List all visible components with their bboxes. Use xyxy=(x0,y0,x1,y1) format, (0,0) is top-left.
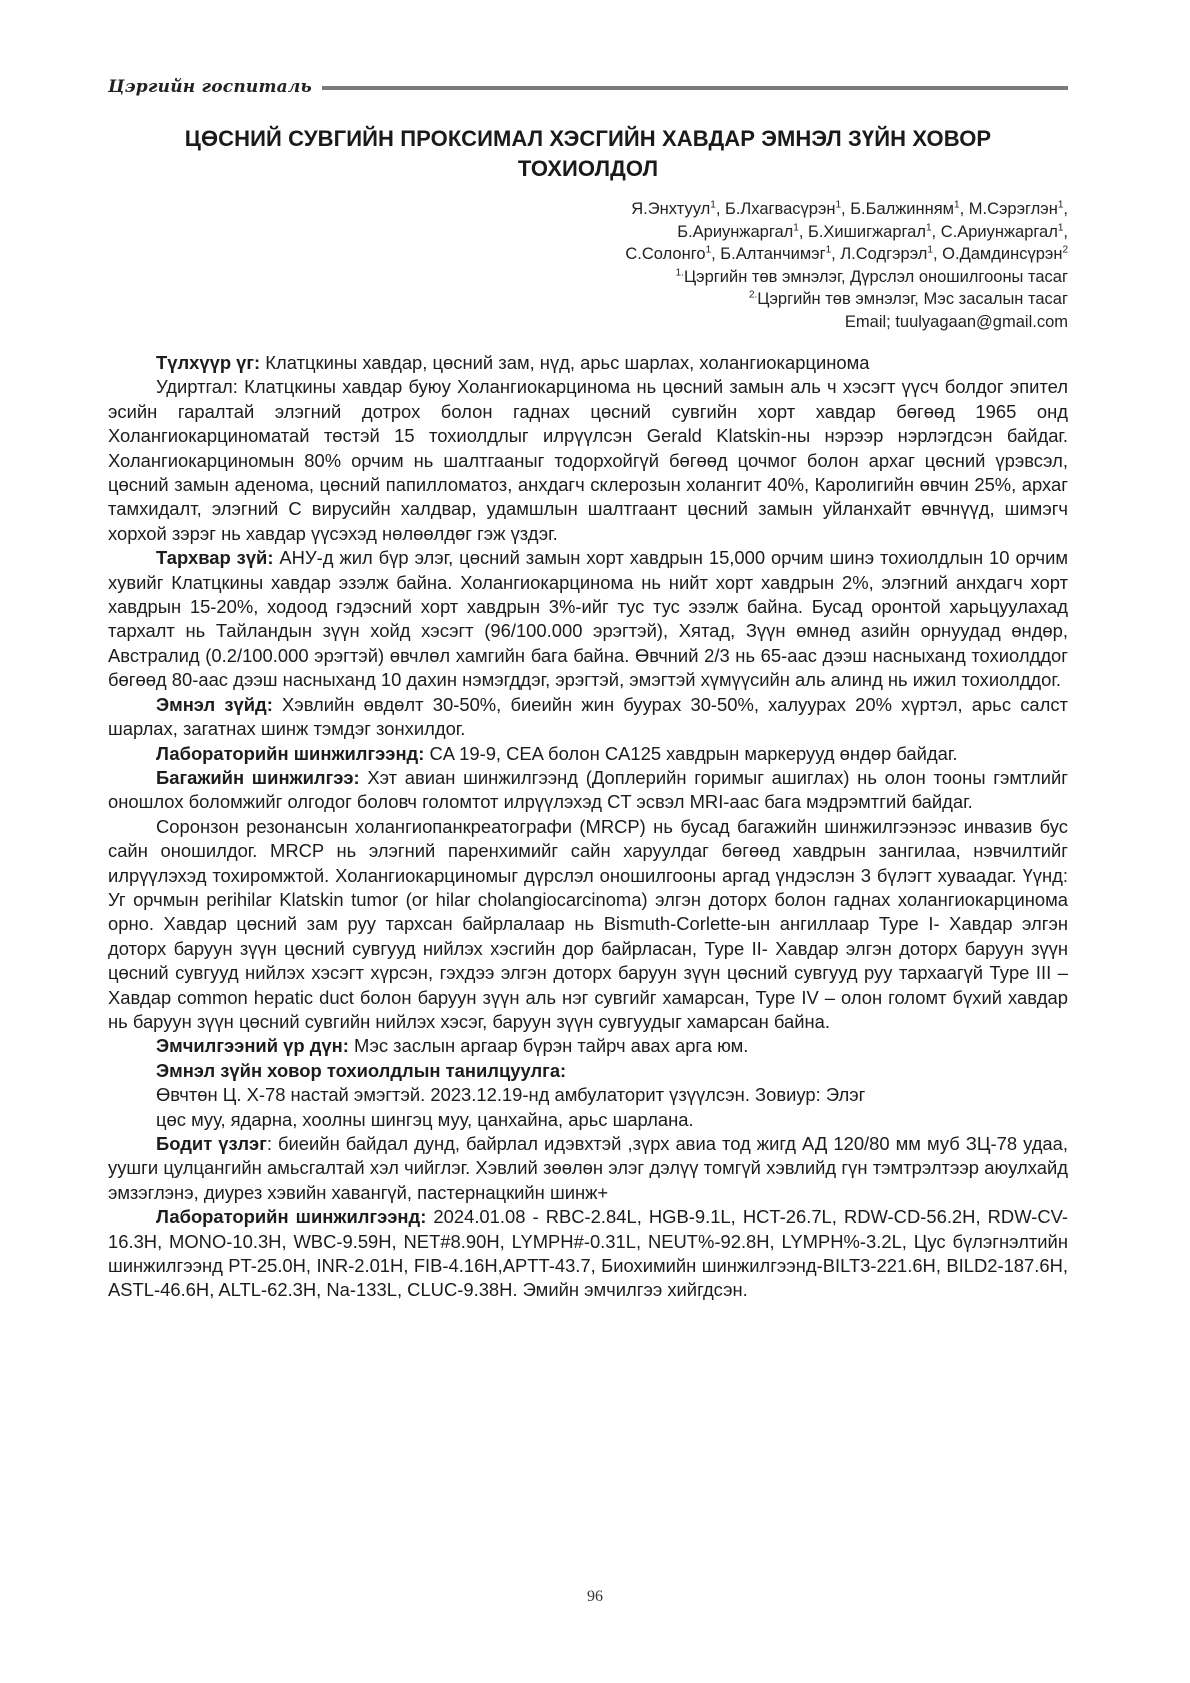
introduction-paragraph: Удиртгал: Клатцкины хавдар буюу Холангиокарцинома нь цөсний замын аль ч хэсэгт үүсч болдог эпител эсийн гаралтай элэгний дотрох болон гаднах цөсний сувгийн хорт хавдар бөгөөд 1965 онд Холангиокарциноматай төстэй 15 тохиолдлыг илрүүлсэн Gerald Klatskin-ны нэрээр нэрлэгдсэн байдаг. Холангиокарциномын 80% орчим нь шалтгааныг тодорхойгүй бөгөөд цочмог болон архаг цөсний үрэвсэл, цөсний замын аденома, цөсний папилломатоз, анхдагч склерозын холангит 40%, Каролигийн өвчин 25%, архаг тамхидалт, элэгний С вирусийн халдвар, удамшлын шалтгаант цөсний замын уйланхайт өвчнүүд, шимэгч хорхой зэрэг нь хавдар үүсэхэд нөлөөлдөг гэж үздэг. xyxy=(108,376,1068,544)
exam-label: Бодит үзлэг xyxy=(156,1133,267,1154)
case-intro-line-1: Өвчтөн Ц. Х-78 настай эмэгтэй. 2023.12.19-нд амбулаторит үзүүлсэн. Зовиур: Элэг xyxy=(156,1084,866,1106)
author-line-2: Б.Ариунжаргал$^1$, Б.Хишигжаргал$^1$, С.Ариунжаргал$^1$, xyxy=(677,222,1068,241)
author: Б.Хишигжаргал xyxy=(808,222,926,241)
email-link[interactable]: Email; tuulyagaan@gmail.com xyxy=(844,312,1068,331)
page-number: 96 xyxy=(587,1588,603,1605)
header-rule xyxy=(322,86,1068,90)
case-block xyxy=(108,1034,1068,1132)
clinical-paragraph: Эмнэл зүйд: Хэвлийн өвдөлт 30-50%, биеийн жин буурах 30-50%, халуурах 20% хүртэл, арьс салст шарлах, загатнах шинж тэмдэг зонхилдог. xyxy=(108,693,1068,740)
lab-paragraph: Лабораторийн шинжилгээнд: CA 19-9, CEA болон CA125 хавдрын маркерууд өндөр байдаг. xyxy=(156,742,958,764)
affiliation-mark: 1 xyxy=(925,222,932,233)
running-head xyxy=(108,72,1068,102)
page xyxy=(108,72,1068,1303)
author: М.Сэрэглэн xyxy=(968,200,1058,218)
title-line-2: ТОХИОЛДОЛ xyxy=(517,156,659,181)
affiliation-mark: 1 xyxy=(954,199,960,211)
case-intro-line-2: цөс муу, ядарна, хоолны шингэц муу, цанхайна, арьс шарлана. xyxy=(156,1108,694,1130)
author: О.Дамдинсүрэн xyxy=(942,245,1063,263)
author-line-1: Я.Энхтуул$^1$, Б.Лхагвасүрэн$^1$, Б.Балжинням$^1$, М.Сэрэглэн$^1$, xyxy=(631,199,1068,218)
article-body xyxy=(108,351,1068,1303)
lab-label: Лабораторийн шинжилгээнд: xyxy=(156,742,425,764)
treatment-label: Эмчилгээний үр дүн: xyxy=(156,1035,349,1057)
author: Б.Алтанчимэг xyxy=(720,245,826,263)
affiliation-2: $^{2.}$Цэргийн төв эмнэлэг, Мэс засалын тасаг xyxy=(748,289,1068,308)
affiliation-mark: 1 xyxy=(705,244,712,256)
epidemiology-paragraph: Тархвар зүй: АНУ-д жил бүр элэг, цөсний замын хорт хавдрын 15,000 орчим шинэ тохиолдлын 10 орчим хувийг Клатцкины хавдар эзэлж байна. Холангиокарцинома нь нийт хорт хавдрын 2%, элэгний анхдагч хорт хавдрын 15-20%, ходоод гэдэсний хорт хавдрын 3%-ийг тус тус эзэлж байна. Бусад оронтой харьцуулахад тархалт нь Тайландын зүүн хойд хэсэгт (96/100.000 эрэгтэй), Хятад, Зүүн өмнөд азийн орнуудад өндөр, Австралид (0.2/100.000 эрэгтэй) өвчлөл хамгийн бага байна. Өвчний 2/3 нь 65-аас дээш насныханд тохиолддог бөгөөд 80-аас дээш насныханд 10 дахин нэмэгддэг, эрэгтэй, эмэгтэй хүмүүсийн аль алинд нь ижил тохиолддог. xyxy=(108,547,1068,691)
keywords-label: Түлхүүр үг: xyxy=(156,352,261,373)
affiliation-mark: 1 xyxy=(927,244,933,256)
treatment-paragraph: Эмчилгээний үр дүн: Мэс заслын аргаар бүрэн тайрч авах арга юм. xyxy=(156,1035,749,1057)
mrcp-paragraph: Соронзон резонансын холангиопанкреатографи (MRCP) нь бусад багажийн шинжилгээнээс инвазив бус сайн оношилдог. MRCP нь элэгний паренхимийг сайн харуулдаг бөгөөд хавдрын зангилаа, нэвчилтийг илрүүлэхэд тохиромжтой. Холангиокарциномыг дүрслэл оношилгооны аргад үндэслэн 3 бүлэгт хуваадаг. Үүнд: Уг орчмын perihilar Klatskin tumor (or hilar cholangiocarcinoma) элгэн доторх болон гаднах холангиокарцинома орно. Хавдар цөсний зам руу тархсан байрлалаар нь Bismuth-Corlette-ын ангиллаар Type I- Хавдар элгэн доторх баруун зүүн цөсний сувгууд нийлэх хэсгийн дор байрласан, Type II- Хавдар элгэн доторх баруун зүүн цөсний сувгууд нийлэх хэсэгт хүрсэн, гэхдээ элгэн доторх баруун зүүн цөсний сувгууд руу тархаагүй Type III – Хавдар common hepatic duct болон баруун зүүн аль нэг сувгийг хамарсан, Type IV – олон голомт бүхий хавдар нь баруун зүүн цөсний сувгийн нийлэх хэсэг, баруун зүүн сувгуудыг хамарсан байна. xyxy=(108,815,1068,1032)
author: Л.Содгэрэл xyxy=(840,245,928,263)
author: С.Солонго xyxy=(625,245,706,263)
author-line-3: С.Солонго$^1$, Б.Алтанчимэг$^1$, Л.Содгэрэл$^1$, О.Дамдинсүрэн$^2$ xyxy=(625,244,1068,263)
case-heading: Эмнэл зүйн ховор тохиолдлын танилцуулга: xyxy=(156,1059,567,1081)
keywords-paragraph: Түлхүүр үг: Клатцкины хавдар, цөсний зам, нүд, арьс шарлах, холангиокарцинома xyxy=(156,352,870,373)
author: Я.Энхтуул xyxy=(631,200,711,218)
author: Б.Балжинням xyxy=(850,200,955,218)
affiliation-mark: 1 xyxy=(1057,199,1064,211)
case-lab-label: Лабораторийн шинжилгээнд: xyxy=(156,1206,427,1228)
affiliation-mark: 2 xyxy=(1062,244,1068,256)
journal-name: Цэргийн госпиталь xyxy=(108,77,312,97)
affiliation-mark: 1 xyxy=(1057,222,1064,233)
author: С.Ариунжаргал xyxy=(940,222,1058,241)
affiliation-1: $^{1.}$Цэргийн төв эмнэлэг, Дүрслэл оношилгооны тасаг xyxy=(675,267,1068,286)
affiliation-mark: 1 xyxy=(793,222,799,233)
instrumental-label: Багажийн шинжилгээ: xyxy=(156,766,360,788)
epidemiology-label: Тархвар зүй: xyxy=(156,547,274,569)
title-line-1: ЦӨСНИЙ СУВГИЙН ПРОКСИМАЛ ХЭСГИЙН ХАВДАР ЭМНЭЛ ЗҮЙН ХОВОР xyxy=(184,126,992,151)
author-block xyxy=(108,198,1068,333)
case-lab-paragraph: Лабораторийн шинжилгээнд: 2024.01.08 - RBC-2.84L, HGB-9.1L, HCT-26.7L, RDW-CD-56.2H, RDW-CV-16.3H, MONO-10.3H, WBC-9.59H, NET#8.90H, LYMPH#-0.31L, NEUT%-92.8H, LYMPH%-3.2L, Цус бүлэгнэлтийн шинжилгээнд PT-25.0H, INR-2.01H, FIB-4.16H,APTT-43.7, Биохимийн шинжилгээнд-BILT3-221.6H, BILD2-187.6H, ASTL-46.6H, ALTL-62.3H, Na-133L, CLUC-9.38H. Эмийн эмчилгээ хийгдсэн. xyxy=(108,1206,1068,1301)
affiliation-mark: 1 xyxy=(825,244,832,256)
author: Б.Лхагвасүрэн xyxy=(725,200,836,218)
affiliation-mark: 1 xyxy=(710,199,716,211)
article-title xyxy=(108,124,1068,184)
author: Б.Ариунжаргал xyxy=(677,222,794,241)
exam-paragraph: Бодит үзлэг: биеийн байдал дунд, байрлал идэвхтэй ,зүрх авиа тод жигд АД 120/80 мм муб ЗЦ-78 удаа, уушги цулцангийн амьсгалтай хэл чийглэг. Хэвлий зөөлөн элэг дэлүү томгүй хэвлийд гүн тэмтрэлтээр аюулхайд эмзэглэнэ, диурез хэвийн хавангүй, пастернацкийн шинж+ xyxy=(108,1133,1068,1203)
affiliation-mark: 1 xyxy=(835,199,842,211)
instrumental-paragraph: Багажийн шинжилгээ: Хэт авиан шинжилгээнд (Доплерийн горимыг ашиглах) нь олон тооны гэмтлийг оношлох боломжийг олгодог боловч голомтот илрүүлэхэд CT эсвэл MRI-аас бага мэдрэмтгий байдаг. xyxy=(108,766,1068,813)
clinical-label: Эмнэл зүйд: xyxy=(156,693,273,715)
